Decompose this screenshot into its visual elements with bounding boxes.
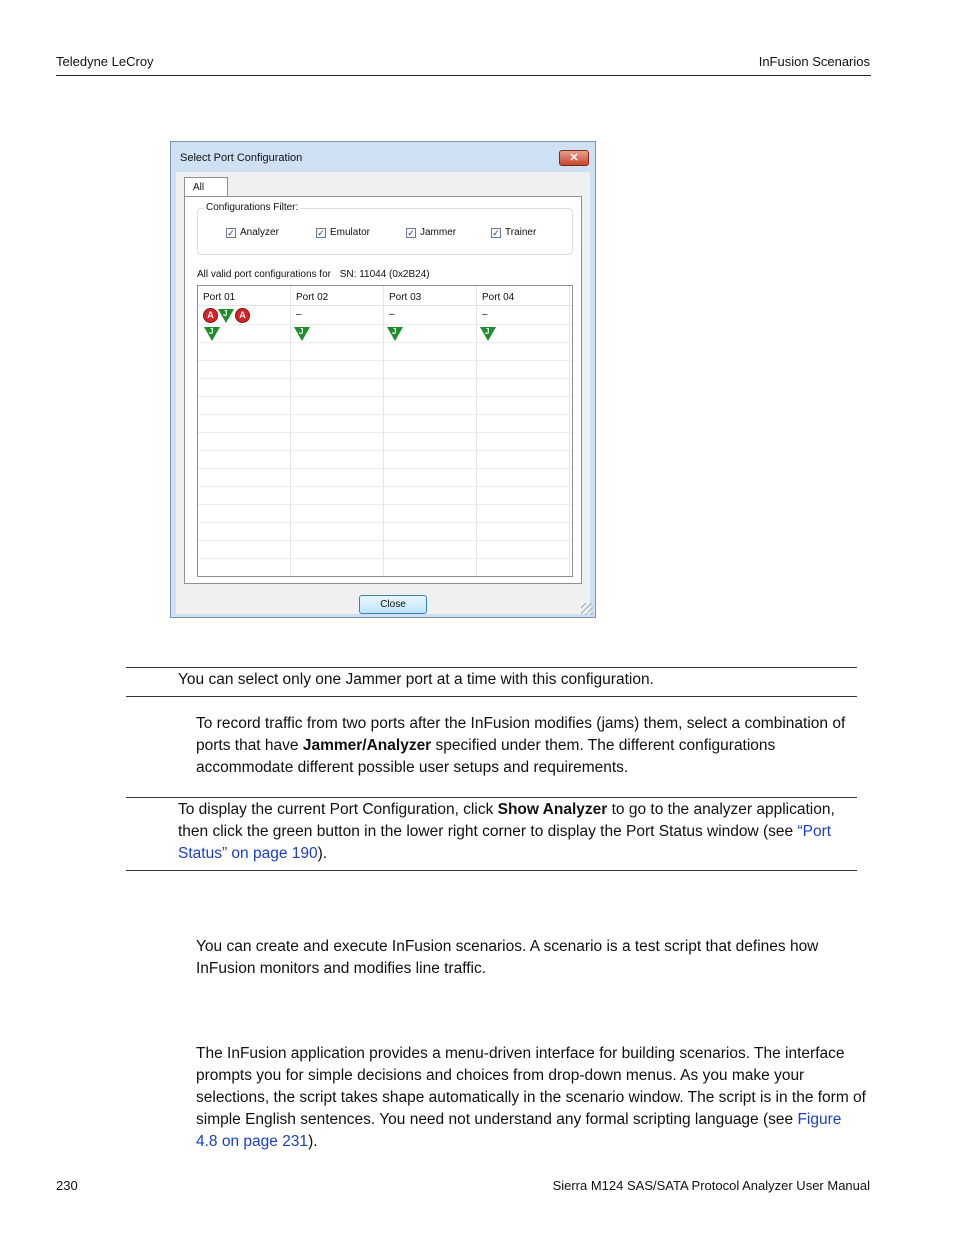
analyzer-icon[interactable]: A [203,308,218,323]
port-04-empty: – [482,309,488,320]
port-status-link[interactable]: “Port Status” on page 190 [178,823,832,862]
port-03-empty: – [389,309,395,320]
serial-number: SN: 11044 (0x2B24) [339,269,430,280]
column-header-port-04: Port 04 [482,292,515,303]
jammer-icon-label: J [299,327,304,336]
note-rule-top [126,797,857,798]
jammer-icon-label: J [392,327,397,336]
filter-label: Analyzer [240,227,279,238]
dialog-title: Select Port Configuration [180,152,303,164]
filter-label: Emulator [330,227,371,238]
running-header-right: InFusion Scenarios [758,54,870,69]
close-icon[interactable]: ✕ [559,150,589,166]
header-rule [56,75,871,76]
checkbox-checked-icon: ✓ [407,227,415,238]
jammer-icon-label: J [223,309,228,318]
column-header-port-02: Port 02 [296,292,329,303]
paragraph-record-traffic: To record traffic from two ports after the InFusion modifies (jams) them, select a combination of ports that have Jammer/Analyzer specified under them. The different configurations accommodate different possible user setups and requirements. [196,715,846,776]
filter-analyzer-checkbox[interactable] [226,227,279,238]
configurations-filter-label: Configurations Filter: [206,202,299,213]
note-show-analyzer: To display the current Port Configuration, click Show Analyzer to go to the analyzer application, then click the green button in the lower right corner to display the Port Status window (see “Port Status” on page 190). [178,801,835,862]
jammer-icon[interactable] [204,327,220,341]
tab-pane [184,196,582,584]
tab-all[interactable]: All [184,177,228,197]
running-header-left: Teledyne LeCroy [56,54,154,69]
valid-configurations-label [197,269,430,280]
filter-label: Jammer [420,227,457,238]
filter-label: Trainer [505,227,537,238]
jammer-icon[interactable] [218,309,234,323]
port-configuration-grid [197,285,573,577]
checkbox-checked-icon: ✓ [227,227,235,238]
page-number: 230 [56,1178,78,1193]
note-single-jammer: You can select only one Jammer port at a time with this configuration. [178,671,654,688]
configurations-filter-group [197,202,573,255]
close-button[interactable]: Close [359,595,427,614]
jammer-icon[interactable] [480,327,496,341]
filter-jammer-checkbox[interactable] [406,227,456,238]
valid-configurations-text: All valid port configurations for [197,269,331,280]
resize-grip-icon[interactable] [581,603,593,615]
jammer-icon-label: J [485,327,490,336]
note-rule-bottom [126,696,857,697]
select-port-configuration-dialog [170,141,596,618]
jammer-icon-label: J [209,327,214,336]
filter-trainer-checkbox[interactable] [491,227,536,238]
jammer-icon[interactable] [387,327,403,341]
paragraph-scenarios: You can create and execute InFusion scenarios. A scenario is a test script that defines how InFusion monitors and modifies line traffic. [196,938,819,977]
note-rule-bottom [126,870,857,871]
figure-link[interactable]: Figure 4.8 on page 231 [196,1111,842,1150]
dialog-client-area [176,172,590,614]
jammer-icon[interactable] [294,327,310,341]
checkbox-checked-icon: ✓ [317,227,325,238]
column-header-port-01: Port 01 [203,292,236,303]
port-02-empty: – [296,309,302,320]
paragraph-menu-driven: The InFusion application provides a menu-driven interface for building scenarios. The interface prompts you for simple decisions and choices from drop-down menus. As you make your selections, the script takes shape automatically in the scenario window. The script is in the form of simple English sentences. You need not understand any formal scripting language (see Figure 4.8 on page 231). [196,1045,866,1150]
column-header-port-03: Port 03 [389,292,422,303]
checkbox-checked-icon: ✓ [492,227,500,238]
manual-title: Sierra M124 SAS/SATA Protocol Analyzer User Manual [552,1178,870,1193]
filter-emulator-checkbox[interactable] [316,227,370,238]
analyzer-icon[interactable]: A [235,308,250,323]
note-rule-top [126,667,857,668]
